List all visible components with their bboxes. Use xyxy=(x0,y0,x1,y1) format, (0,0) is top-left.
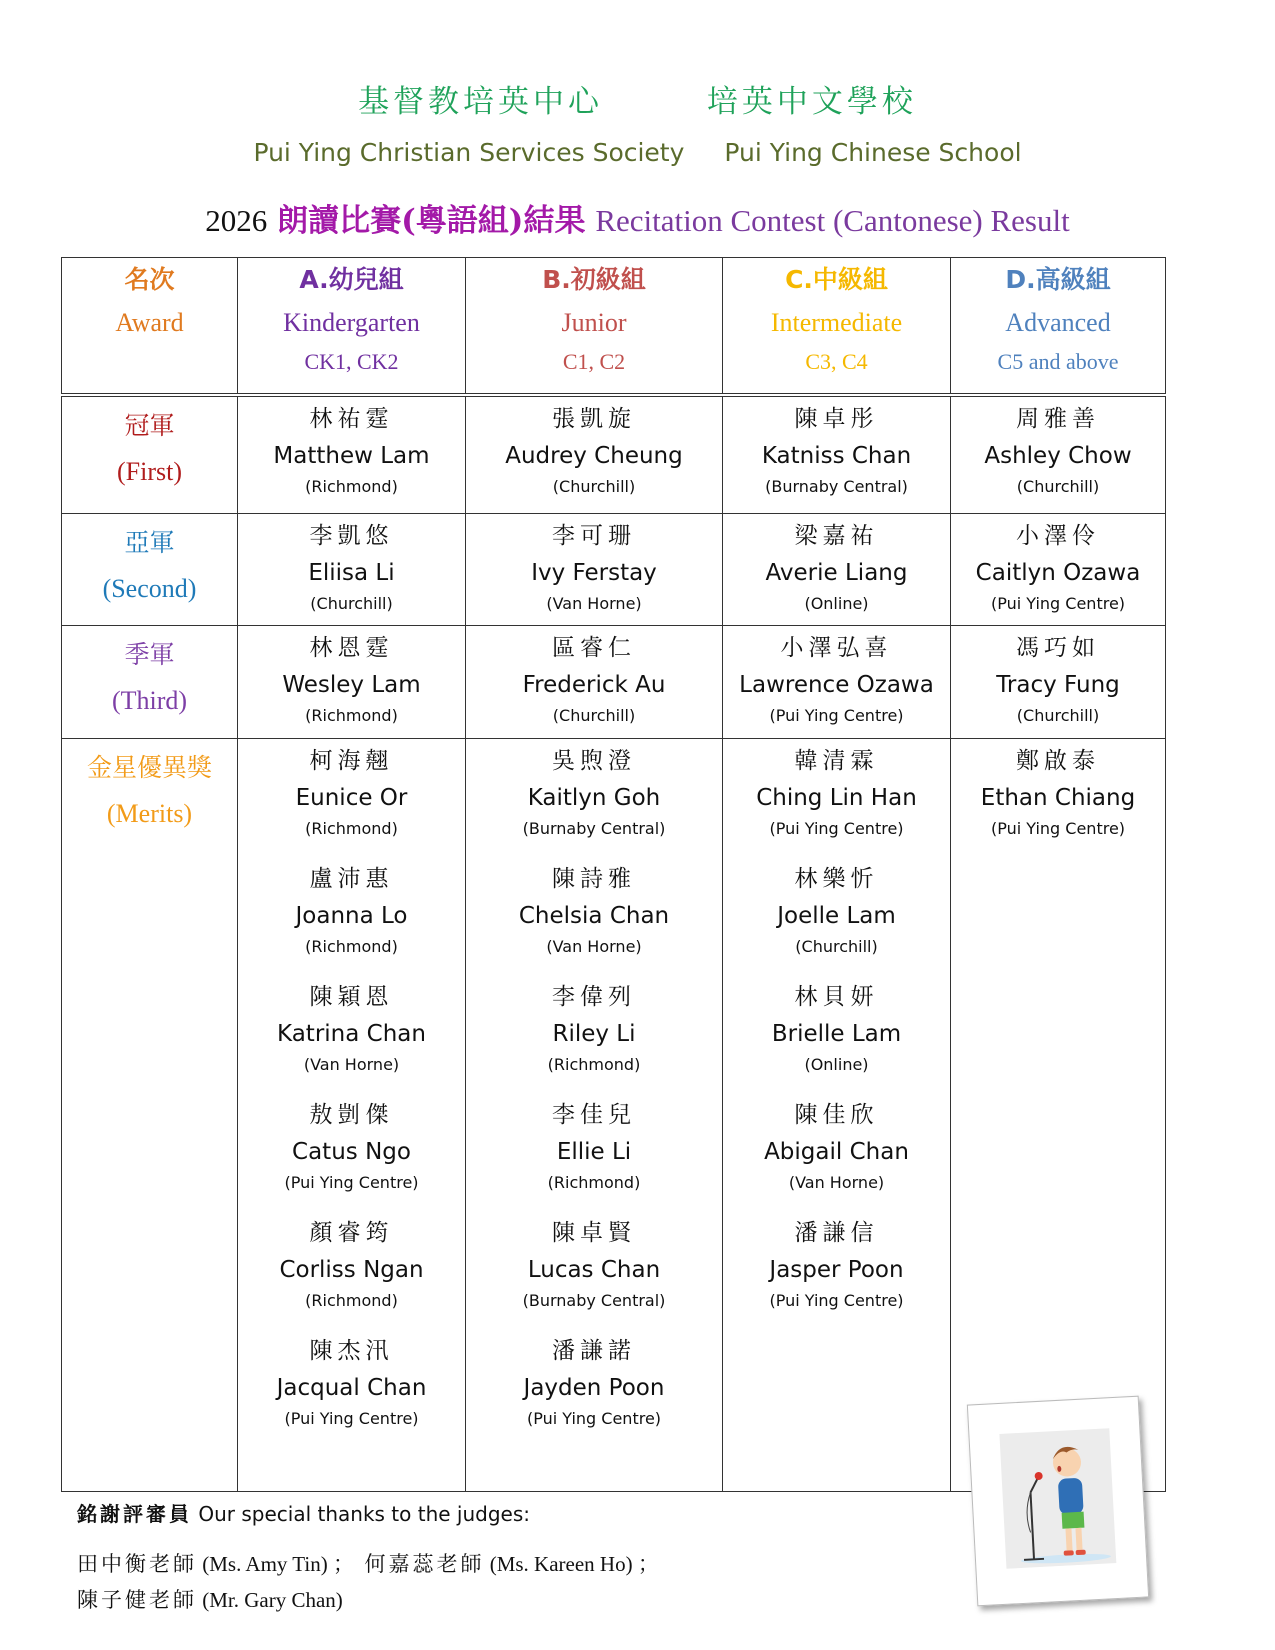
group-c-header xyxy=(723,258,951,396)
winner-name-cn: 陳卓彤 xyxy=(794,406,879,432)
page-title xyxy=(0,195,1275,240)
merit-entry xyxy=(466,739,722,841)
merit-entry xyxy=(466,1329,722,1431)
merit-cell-group-d xyxy=(951,739,1166,1492)
winner-school: (Churchill) xyxy=(310,594,393,613)
winner-name-en: Catus Ngo xyxy=(292,1139,411,1165)
title-cn: 朗讀比賽(粵語組)結果 xyxy=(277,203,586,239)
table-row-merits xyxy=(62,739,1166,1492)
org-name-cn: 基督教培英中心 xyxy=(358,84,604,120)
winner-cell xyxy=(466,626,723,739)
winner-name-en: Joanna Lo xyxy=(295,903,408,929)
group-d-levels: C5 and above xyxy=(997,349,1119,374)
winner-cell xyxy=(238,626,466,739)
winner-name-en: Caitlyn Ozawa xyxy=(975,560,1141,586)
winner-name-en: Jacqual Chan xyxy=(276,1375,427,1401)
winner-name-cn: 李可珊 xyxy=(552,523,636,549)
winner-name-cn: 陳卓賢 xyxy=(552,1220,636,1246)
group-a-header xyxy=(238,258,466,396)
winner-name-en: Chelsia Chan xyxy=(518,903,670,929)
merit-entry xyxy=(238,857,465,959)
winner-name-cn: 小澤弘喜 xyxy=(780,635,893,661)
award-third-cn: 季軍 xyxy=(124,640,175,669)
table-row-third xyxy=(62,626,1166,739)
winner-cell xyxy=(466,395,723,514)
winner-name-en: Corliss Ngan xyxy=(279,1257,424,1283)
judges-thanks-heading xyxy=(77,1498,530,1527)
winner-school: (Burnaby Central) xyxy=(765,477,908,496)
award-header xyxy=(62,258,238,396)
winner-name-en: Eliisa Li xyxy=(308,560,395,586)
winner-entry xyxy=(723,397,950,499)
award-cell-first xyxy=(62,395,238,514)
winner-name-cn: 林貝妍 xyxy=(794,984,879,1010)
group-d-header xyxy=(951,258,1166,396)
merit-entry xyxy=(466,1093,722,1195)
winner-name-cn: 林祐霆 xyxy=(309,406,394,432)
title-en: Recitation Contest (Cantonese) Result xyxy=(595,203,1070,238)
winner-name-cn: 柯海翹 xyxy=(309,748,394,774)
winner-school: (Richmond) xyxy=(305,819,398,838)
winner-name-cn: 梁嘉祐 xyxy=(794,523,879,549)
winner-name-en: Lucas Chan xyxy=(527,1257,661,1283)
winner-name-cn: 鄭啟泰 xyxy=(1016,748,1100,774)
group-d-cn: D.高級組 xyxy=(1005,265,1111,294)
org-chinese-heading xyxy=(0,76,1275,121)
boy-singing-microphone-icon xyxy=(967,1396,1149,1607)
award-second-en: (Second) xyxy=(102,574,197,603)
winner-name-cn: 張凱旋 xyxy=(552,406,636,432)
award-cell-merits xyxy=(62,739,238,1492)
group-b-cn: B.初級組 xyxy=(542,265,646,294)
judges-line-2 xyxy=(77,1584,343,1614)
award-cell-third xyxy=(62,626,238,739)
award-third-en: (Third) xyxy=(111,686,188,715)
judge-name-cn: 田中衡老師 xyxy=(77,1552,197,1576)
table-header-row xyxy=(62,258,1166,396)
merit-entry xyxy=(466,975,722,1077)
award-second-cn: 亞軍 xyxy=(124,528,175,557)
award-merits-cn: 金星優異獎 xyxy=(86,753,212,782)
award-first-cn: 冠軍 xyxy=(124,411,175,440)
table-row-first xyxy=(62,395,1166,514)
winner-entry xyxy=(238,514,465,616)
thanks-en: Our special thanks to the judges: xyxy=(198,1502,531,1526)
winner-name-en: Ellie Li xyxy=(556,1139,632,1165)
winner-school: (Van Horne) xyxy=(788,1173,885,1192)
winner-school: (Pui Ying Centre) xyxy=(769,706,904,725)
winner-entry xyxy=(466,626,722,728)
group-b-en: Junior xyxy=(561,308,627,337)
winner-name-en: Eunice Or xyxy=(295,785,408,811)
winner-school: (Richmond) xyxy=(305,937,398,956)
org-english-heading xyxy=(0,138,1275,167)
winner-name-cn: 盧沛惠 xyxy=(309,866,394,892)
winner-school: (Van Horne) xyxy=(303,1055,400,1074)
merit-entry xyxy=(951,739,1165,841)
group-b-levels: C1, C2 xyxy=(562,349,626,374)
winner-name-cn: 區睿仁 xyxy=(552,635,636,661)
winner-cell xyxy=(723,514,951,626)
winner-cell xyxy=(951,626,1166,739)
group-c-en: Intermediate xyxy=(770,308,903,337)
award-header-cn: 名次 xyxy=(124,265,175,294)
winner-name-cn: 陳穎恩 xyxy=(309,984,394,1010)
school-name-en: Pui Ying Chinese School xyxy=(724,138,1022,167)
winner-name-cn: 潘謙信 xyxy=(794,1220,879,1246)
winner-entry xyxy=(951,397,1165,499)
merit-entry xyxy=(466,857,722,959)
award-cell-second xyxy=(62,514,238,626)
group-d-en: Advanced xyxy=(1005,308,1111,337)
winner-name-en: Matthew Lam xyxy=(273,443,430,469)
winner-name-cn: 李偉列 xyxy=(552,984,636,1010)
winner-name-cn: 李凱悠 xyxy=(309,523,394,549)
thanks-cn: 銘謝評審員 xyxy=(77,1502,192,1526)
award-header-en: Award xyxy=(115,308,184,337)
winner-school: (Pui Ying Centre) xyxy=(526,1409,662,1428)
winner-name-en: Jayden Poon xyxy=(523,1375,665,1401)
winner-name-en: Tracy Fung xyxy=(996,672,1120,698)
winner-name-cn: 陳詩雅 xyxy=(552,866,636,892)
results-table xyxy=(61,257,1166,1492)
winner-name-cn: 馮巧如 xyxy=(1016,635,1100,661)
winner-name-en: Ching Lin Han xyxy=(756,785,917,811)
judge-name-en: (Ms. Kareen Ho) ； xyxy=(484,1552,659,1576)
judge-name-en: (Ms. Amy Tin) ； xyxy=(197,1552,354,1576)
winner-entry xyxy=(723,514,950,616)
winner-school: (Online) xyxy=(804,1055,869,1074)
winner-name-cn: 陳佳欣 xyxy=(794,1102,879,1128)
winner-school: (Churchill) xyxy=(795,937,878,956)
winner-school: (Churchill) xyxy=(552,477,636,496)
winner-name-cn: 敖剴傑 xyxy=(309,1102,394,1128)
winner-name-cn: 林樂忻 xyxy=(794,866,879,892)
winner-name-cn: 潘謙諾 xyxy=(552,1338,636,1364)
winner-name-en: Abigail Chan xyxy=(764,1139,909,1165)
merit-entry xyxy=(466,1211,722,1313)
winner-entry xyxy=(238,626,465,728)
winner-name-en: Joelle Lam xyxy=(777,903,896,929)
winner-school: (Pui Ying Centre) xyxy=(990,819,1126,838)
winner-school: (Richmond) xyxy=(547,1173,641,1192)
winner-cell xyxy=(951,514,1166,626)
merit-cell-group-b xyxy=(466,739,723,1492)
winner-school: (Van Horne) xyxy=(546,594,642,613)
winner-name-cn: 李佳兒 xyxy=(552,1102,636,1128)
winner-school: (Pui Ying Centre) xyxy=(284,1409,419,1428)
winner-cell xyxy=(723,395,951,514)
winner-entry xyxy=(951,514,1165,616)
merit-entry xyxy=(238,1211,465,1313)
judges-line-1 xyxy=(77,1548,659,1578)
winner-name-en: Ethan Chiang xyxy=(980,785,1136,811)
winner-cell xyxy=(466,514,723,626)
winner-entry xyxy=(723,626,950,728)
winner-name-en: Wesley Lam xyxy=(282,672,421,698)
winner-name-en: Riley Li xyxy=(552,1021,636,1047)
merit-cell-group-c xyxy=(723,739,951,1492)
group-a-levels: CK1, CK2 xyxy=(304,349,399,374)
winner-name-cn: 林恩霆 xyxy=(309,635,394,661)
judge-name-cn: 何嘉蕊老師 xyxy=(364,1552,485,1576)
winner-school: (Richmond) xyxy=(305,706,398,725)
group-a-cn: A.幼兒組 xyxy=(299,265,404,294)
group-c-levels: C3, C4 xyxy=(805,349,868,374)
winner-cell xyxy=(951,395,1166,514)
winner-name-cn: 小澤伶 xyxy=(1016,523,1100,549)
merit-entry xyxy=(238,1329,465,1431)
winner-name-en: Brielle Lam xyxy=(771,1021,902,1047)
winner-school: (Pui Ying Centre) xyxy=(769,1291,904,1310)
winner-name-cn: 吳煦澄 xyxy=(552,748,636,774)
merit-entry xyxy=(723,975,950,1077)
winner-name-cn: 顏睿筠 xyxy=(309,1220,394,1246)
winner-school: (Pui Ying Centre) xyxy=(284,1173,419,1192)
award-first-en: (First) xyxy=(117,457,182,486)
group-c-cn: C.中級組 xyxy=(785,265,888,294)
winner-name-en: Ashley Chow xyxy=(984,443,1132,469)
winner-name-en: Lawrence Ozawa xyxy=(739,672,934,698)
merit-entry xyxy=(238,1093,465,1195)
group-a-en: Kindergarten xyxy=(283,308,420,337)
judge-name-cn: 陳子健老師 xyxy=(77,1588,197,1612)
winner-school: (Richmond) xyxy=(547,1055,641,1074)
winner-school: (Churchill) xyxy=(1016,477,1100,496)
award-merits-en: (Merits) xyxy=(106,799,193,828)
winner-name-en: Katrina Chan xyxy=(277,1021,426,1047)
winner-cell xyxy=(723,626,951,739)
winner-name-cn: 陳杰汛 xyxy=(309,1338,394,1364)
winner-cell xyxy=(238,514,466,626)
org-name-en: Pui Ying Christian Services Society xyxy=(253,138,685,167)
merit-entry xyxy=(238,975,465,1077)
winner-school: (Churchill) xyxy=(1016,706,1100,725)
winner-name-en: Averie Liang xyxy=(765,560,908,586)
winner-name-cn: 周雅善 xyxy=(1016,406,1100,432)
judge-name-en: (Mr. Gary Chan) xyxy=(197,1588,343,1612)
merit-entry xyxy=(723,857,950,959)
winner-school: (Pui Ying Centre) xyxy=(990,594,1126,613)
merit-entry xyxy=(723,1211,950,1313)
merit-entry xyxy=(238,739,465,841)
winner-school: (Pui Ying Centre) xyxy=(769,819,904,838)
winner-school: (Churchill) xyxy=(552,706,636,725)
winner-cell xyxy=(238,395,466,514)
winner-name-en: Frederick Au xyxy=(522,672,666,698)
winner-entry xyxy=(466,397,722,499)
winner-name-en: Audrey Cheung xyxy=(505,443,683,469)
merit-cell-group-a xyxy=(238,739,466,1492)
winner-name-en: Jasper Poon xyxy=(769,1257,904,1283)
table-row-second xyxy=(62,514,1166,626)
winner-name-en: Ivy Ferstay xyxy=(531,560,657,586)
merit-entry xyxy=(723,1093,950,1195)
group-b-header xyxy=(466,258,723,396)
winner-name-en: Kaitlyn Goh xyxy=(527,785,661,811)
winner-school: (Richmond) xyxy=(305,477,398,496)
winner-name-en: Katniss Chan xyxy=(761,443,912,469)
winner-name-cn: 韓清霖 xyxy=(794,748,879,774)
winner-school: (Burnaby Central) xyxy=(522,1291,666,1310)
winner-entry xyxy=(238,397,465,499)
winner-school: (Online) xyxy=(804,594,869,613)
winner-entry xyxy=(951,626,1165,728)
winner-school: (Burnaby Central) xyxy=(522,819,666,838)
winner-school: (Van Horne) xyxy=(546,937,642,956)
winner-school: (Richmond) xyxy=(305,1291,398,1310)
winner-entry xyxy=(466,514,722,616)
merit-entry xyxy=(723,739,950,841)
title-year: 2026 xyxy=(205,203,268,238)
school-name-cn: 培英中文學校 xyxy=(706,84,917,120)
